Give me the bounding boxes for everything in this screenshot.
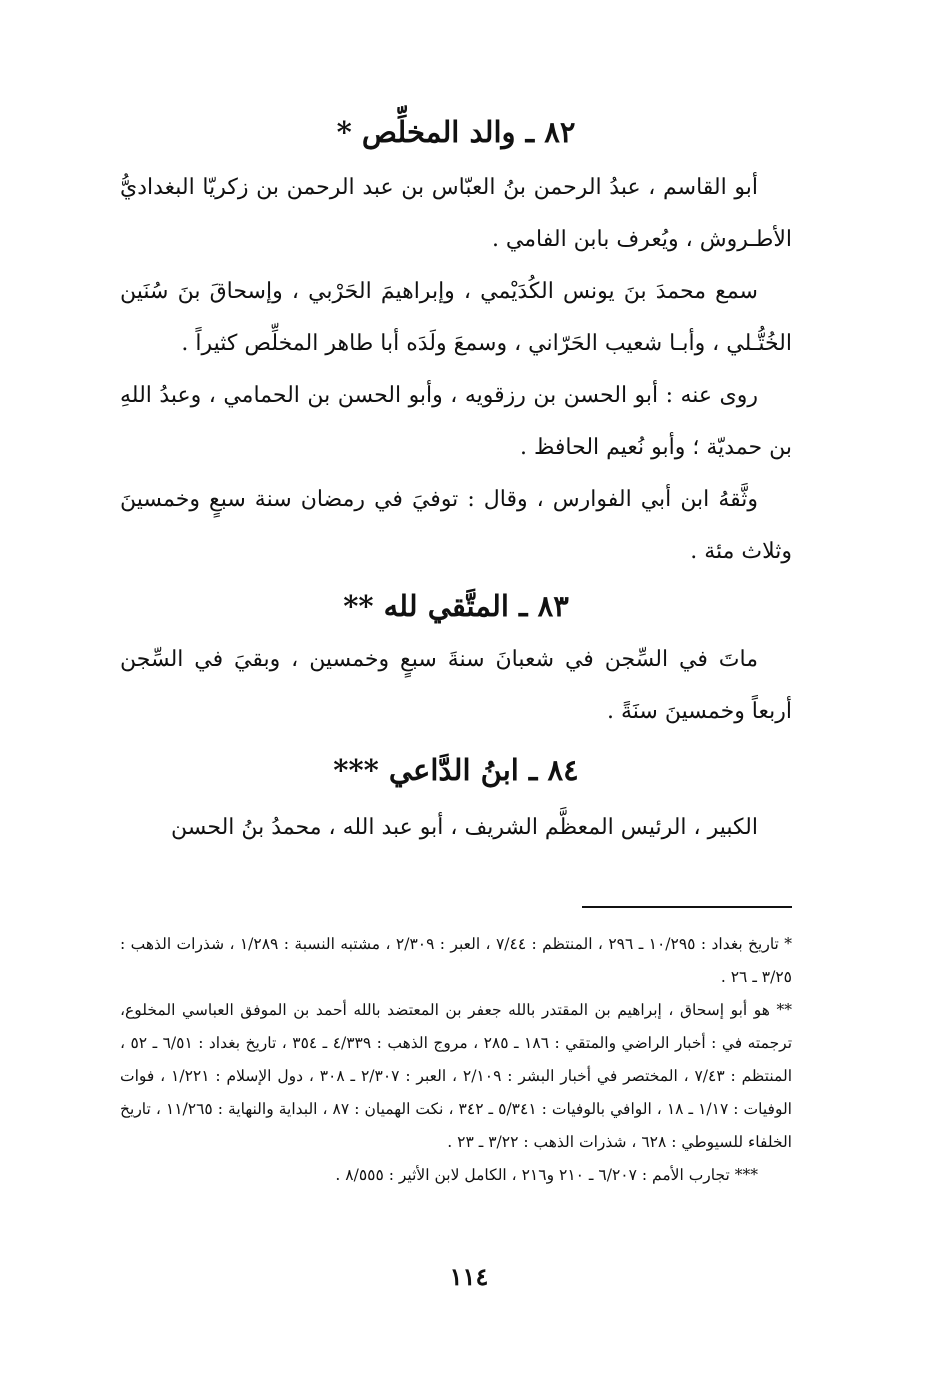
entry-84-title: ٨٤ ـ ابنُ الدَّاعي ***: [333, 753, 579, 787]
footnote-3: *** تجارب الأمم : ٦/٢٠٧ ـ ٢١٠ و٢١٦ ، الكامل لابن الأثير : ٨/٥٥٥ .: [335, 1166, 758, 1184]
entry-82-paragraph-3: روى عنه : أبو الحسن بن رزقويه ، وأبو الحسن بن الحمامي ، وعبدُ اللهِ بن حمديّة ؛ وأبو نُعيم الحافظ .: [120, 383, 792, 460]
footnotes: [120, 928, 792, 1192]
entry-82-paragraph-1: أبو القاسم ، عبدُ الرحمن بنُ العبّاس بن عبد الرحمن بن زكريّا البغداديُّ الأطـروش ، ويُعرف بابن الفامي .: [120, 175, 792, 252]
entry-84-paragraph-1: الكبير ، الرئيس المعظَّم الشريف ، أبو عبد الله ، محمدُ بنُ الحسن: [171, 815, 758, 840]
entry-82-title: ٨٢ ـ والد المخلِّص *: [336, 115, 576, 149]
entry-82-paragraph-4: وثَّقهُ ابن أبي الفوارس ، وقال : توفيَ في رمضان سنة سبعٍ وخمسينَ وثلاث مئة .: [120, 487, 792, 564]
footnote-separator: [582, 906, 792, 908]
entry-83-title: ٨٣ ـ المتَّقي لله **: [343, 589, 569, 623]
page-number: ١١٤: [449, 1262, 489, 1291]
main-text: [120, 108, 792, 854]
footnote-2: ** هو أبو إسحاق ، إبراهيم بن المقتدر بالله جعفر بن المعتضد بالله أحمد بن الموفق العباسي المخلوع، ترجمته في : أخبار الراضي والمتقي : ١٨٦ ـ ٢٨٥ ، مروج الذهب : ٤/٣٣٩ ـ ٣٥٤ ، تاريخ بغداد : ٦/٥١ ـ ٥٢ ، المنتظم : ٧/٤٣ ، المختصر في أخبار البشر : ٢/١٠٩ ، العبر : ٢/٣٠٧ ـ ٣٠٨ ، دول الإسلام : ١/٢٢١ ، فوات الوفيات : ١/١٧ ـ ١٨ ، الوافي بالوفيات : ٥/٣٤١ ـ ٣٤٢ ، نكت الهميان : ٨٧ ، البداية والنهاية : ١١/٢٦٥ ، تاريخ الخلفاء للسيوطي : ٦٢٨ ، شذرات الذهب : ٣/٢٢ ـ ٢٣ .: [120, 1001, 793, 1151]
entry-83-paragraph-1: ماتَ في السِّجن في شعبانَ سنةَ سبعٍ وخمسين ، وبقيَ في السِّجن أربعاً وخمسينَ سنَةً .: [120, 647, 792, 724]
entry-82-paragraph-2: سمع محمدَ بنَ يونس الكُدَيْمي ، وإبراهيمَ الحَرْبي ، وإسحاقَ بنَ سُنَين الخُتُّـلي ، وأبـا شعيب الحَرّاني ، وسمعَ ولَدَه أبا طاهر المخلِّص كثيراً .: [120, 279, 792, 356]
footnote-1: * تاريخ بغداد : ١٠/٢٩٥ ـ ٢٩٦ ، المنتظم : ٧/٤٤ ، العبر : ٢/٣٠٩ ، مشتبه النسبة : ١/٢٨٩ ، شذرات الذهب : ٣/٢٥ ـ ٢٦ .: [120, 935, 793, 986]
